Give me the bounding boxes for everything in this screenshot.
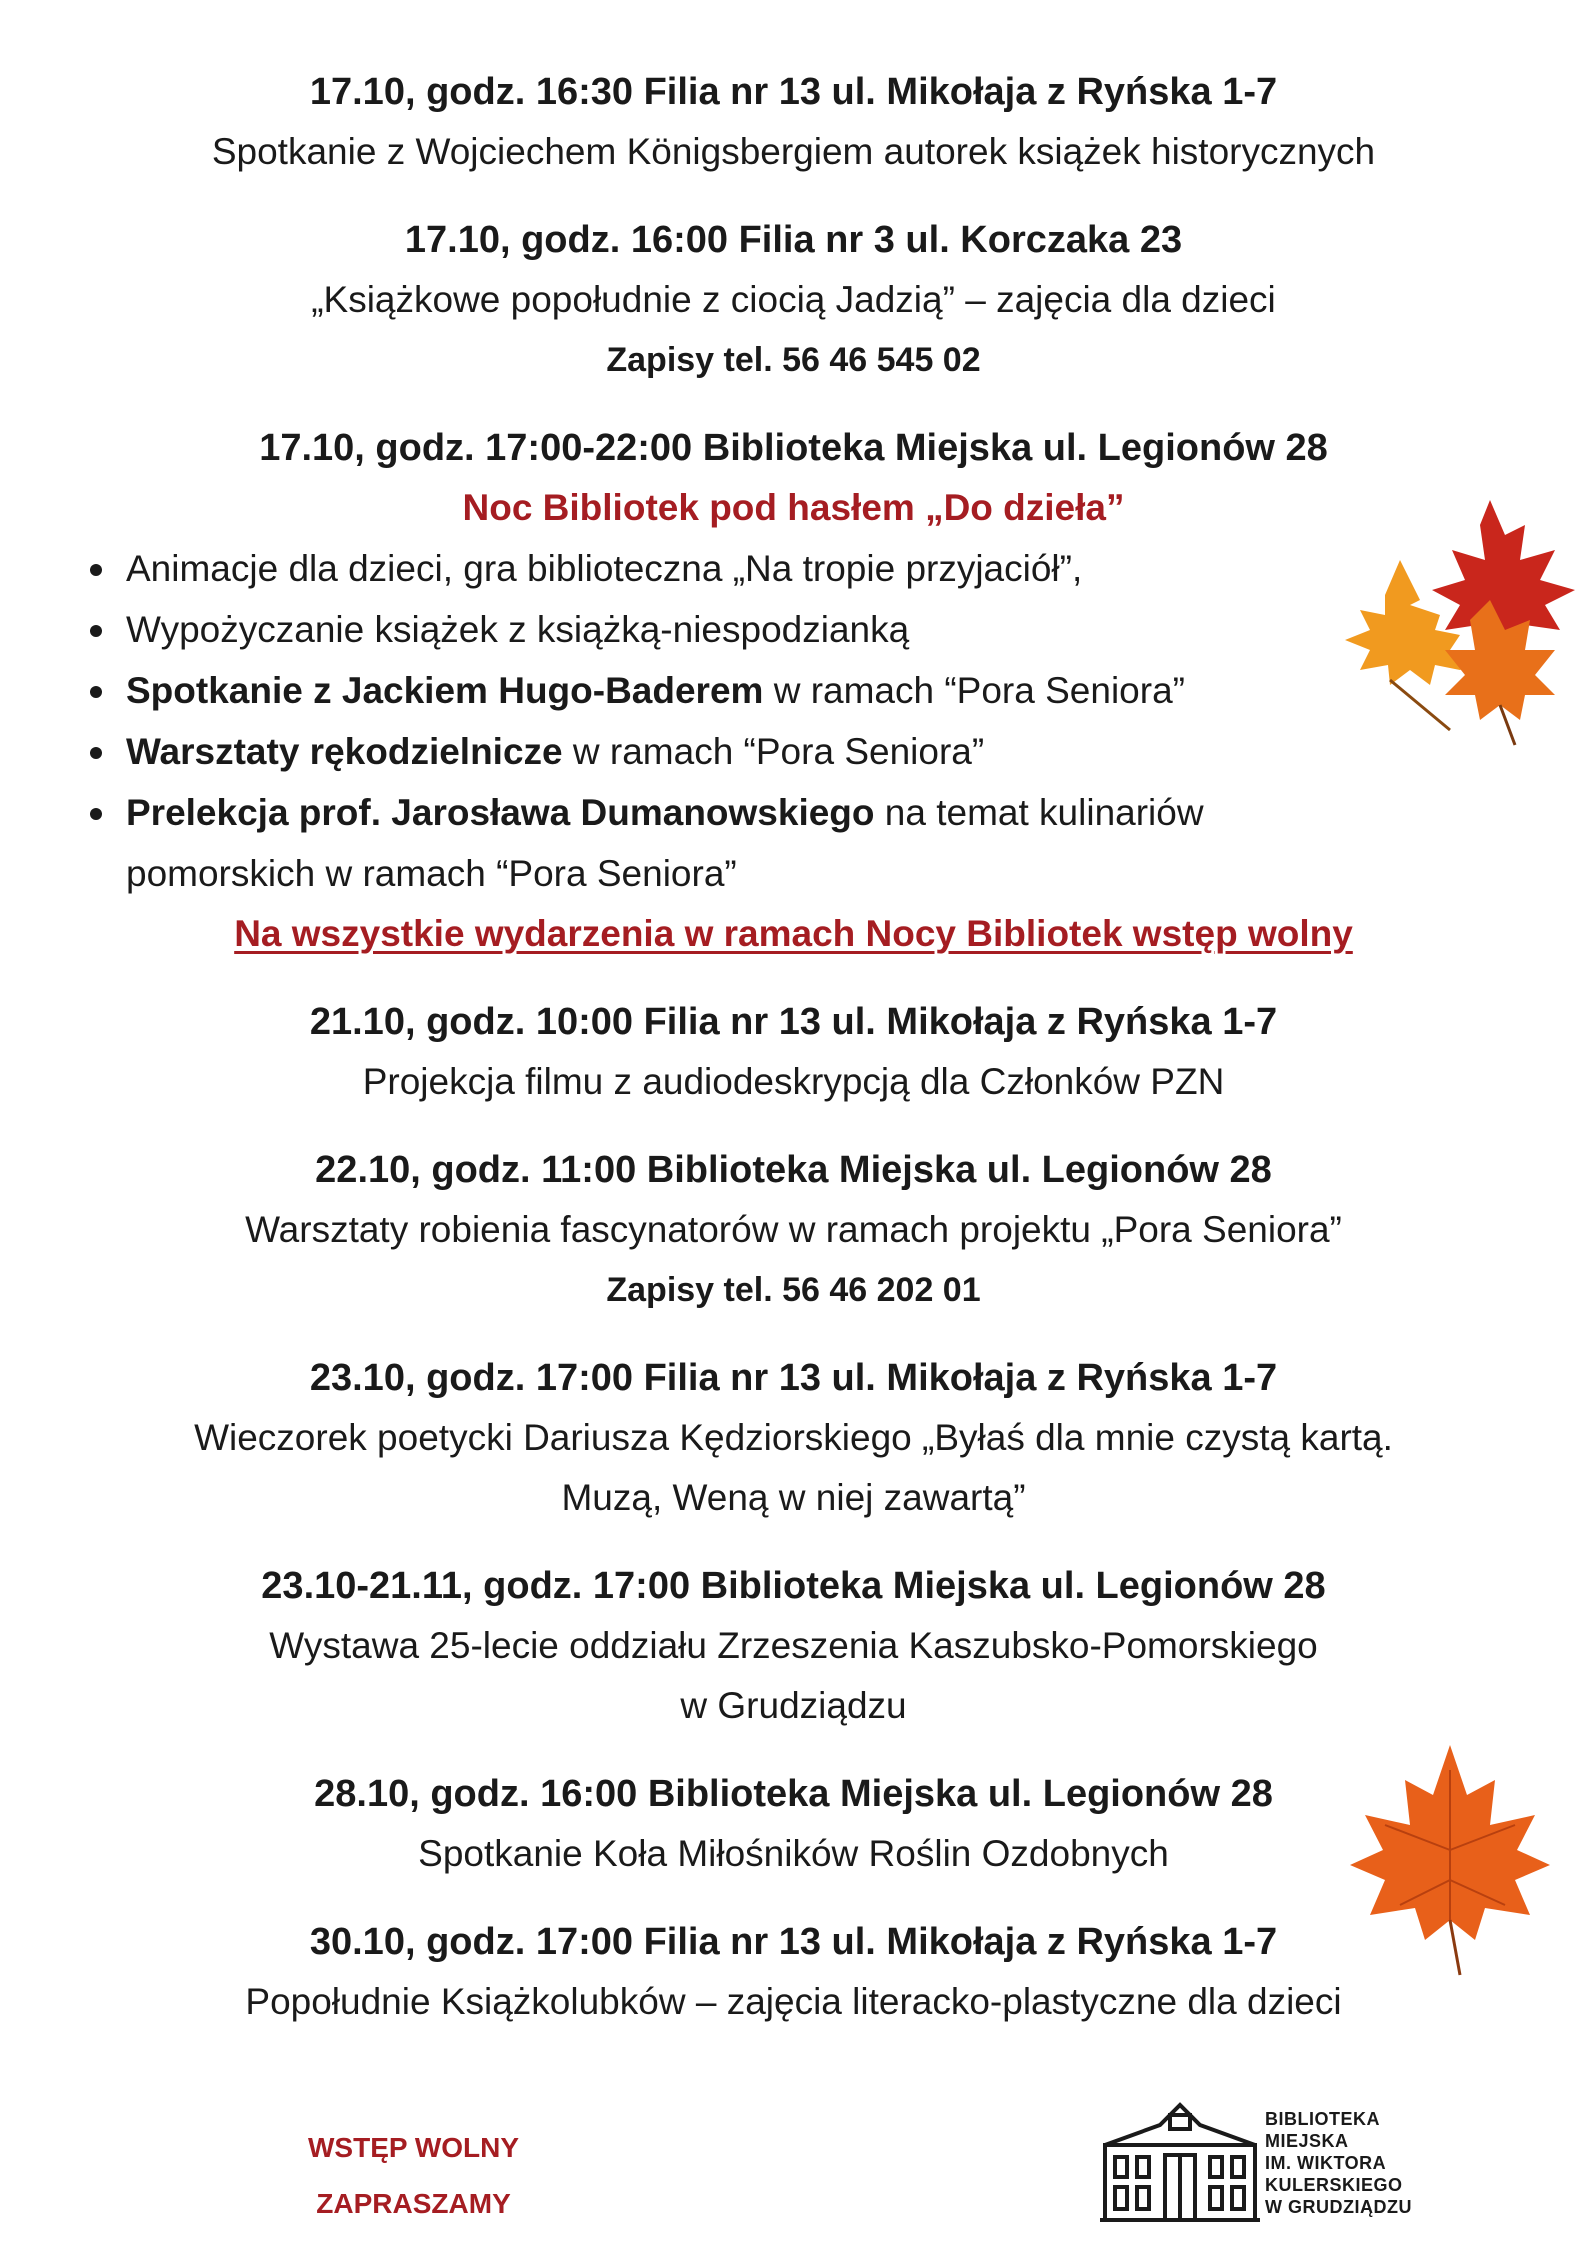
registration-phone: Zapisy tel. 56 46 202 01: [606, 1271, 981, 1309]
event-description: „Książkowe popołudnie z ciocią Jadzią” – zajęcia dla dzieci: [311, 279, 1276, 320]
free-entry-note-text: Na wszystkie wydarzenia w ramach Nocy Bibliotek wstęp wolny: [234, 913, 1353, 954]
list-item-bold: Warsztaty rękodzielnicze: [126, 731, 563, 772]
event-5: [0, 1140, 1587, 1320]
library-name-line: KULERSKIEGO: [1265, 2175, 1403, 2195]
list-item-text: w ramach “Pora Seniora”: [562, 731, 985, 772]
event-description: Spotkanie z Wojciechem Königsbergiem autorek książek historycznych: [211, 131, 1376, 172]
maple-leaf-icon: [1345, 1740, 1555, 1980]
event-header: 17.10, godz. 17:00-22:00 Biblioteka Miejska ul. Legionów 28: [259, 427, 1328, 469]
event-1: [0, 62, 1587, 182]
event-4: [0, 992, 1587, 1112]
registration-phone: Zapisy tel. 56 46 545 02: [606, 341, 981, 379]
list-item-bold: Spotkanie z Jackiem Hugo-Baderem: [126, 670, 764, 711]
event-subtitle: Noc Bibliotek pod hasłem „Do dzieła”: [462, 487, 1125, 528]
event-description: w Grudziądzu: [680, 1685, 907, 1726]
event-header: 22.10, godz. 11:00 Biblioteka Miejska ul. Legionów 28: [315, 1149, 1272, 1191]
event-header: 21.10, godz. 10:00 Filia nr 13 ul. Mikołaja z Ryńska 1-7: [309, 1001, 1278, 1043]
list-item-text: Wypożyczanie książek z książką-niespodzianką: [126, 609, 910, 650]
autumn-leaves-icon: [1340, 490, 1580, 750]
library-name-line: IM. WIKTORA: [1265, 2153, 1387, 2173]
list-item-bold: Prelekcja prof. Jarosława Dumanowskiego: [126, 792, 875, 833]
invitation-label: ZAPRASZAMY: [316, 2188, 511, 2219]
list-item-text: Animacje dla dzieci, gra biblioteczna „Na tropie przyjaciół”,: [126, 548, 1083, 589]
library-name-line: MIEJSKA: [1265, 2131, 1349, 2151]
event-header: 23.10, godz. 17:00 Filia nr 13 ul. Mikołaja z Ryńska 1-7: [309, 1357, 1278, 1399]
free-entry-note: [0, 904, 1587, 964]
event-description: Wieczorek poetycki Dariusza Kędziorskiego „Byłaś dla mnie czystą kartą.: [194, 1417, 1393, 1458]
footer-invitation: [308, 2120, 519, 2232]
event-description: Muzą, Weną w niej zawartą”: [561, 1477, 1026, 1518]
list-item: [90, 782, 1587, 904]
event-header: 17.10, godz. 16:30 Filia nr 13 ul. Mikołaja z Ryńska 1-7: [309, 71, 1278, 113]
event-description: Warsztaty robienia fascynatorów w ramach projektu „Pora Seniora”: [245, 1209, 1342, 1250]
event-description: Projekcja filmu z audiodeskrypcją dla Członków PZN: [362, 1061, 1225, 1102]
list-item-text: w ramach “Pora Seniora”: [763, 670, 1185, 711]
event-header: 30.10, godz. 17:00 Filia nr 13 ul. Mikołaja z Ryńska 1-7: [309, 1921, 1278, 1963]
event-6: [0, 1348, 1587, 1528]
event-description: Spotkanie Koła Miłośników Roślin Ozdobnych: [418, 1833, 1169, 1874]
event-description: Wystawa 25-lecie oddziału Zrzeszenia Kaszubsko-Pomorskiego: [269, 1625, 1318, 1666]
event-2: [0, 210, 1587, 390]
free-entry-label: WSTĘP WOLNY: [308, 2132, 520, 2163]
event-header: 17.10, godz. 16:00 Filia nr 3 ul. Korczaka 23: [404, 219, 1183, 261]
event-header: 28.10, godz. 16:00 Biblioteka Miejska ul. Legionów 28: [314, 1773, 1273, 1815]
list-item-text: na temat kulinariów pomorskich w ramach “Pora Seniora”: [126, 792, 1204, 894]
library-name-line: BIBLIOTEKA: [1265, 2109, 1380, 2129]
event-7: [0, 1556, 1587, 1736]
event-header: 23.10-21.11, godz. 17:00 Biblioteka Miejska ul. Legionów 28: [261, 1565, 1326, 1607]
event-description: Popołudnie Książkolubków – zajęcia literacko-plastyczne dla dzieci: [245, 1981, 1342, 2022]
library-name: [1265, 2108, 1412, 2218]
library-name-line: W GRUDZIĄDZU: [1265, 2197, 1412, 2217]
